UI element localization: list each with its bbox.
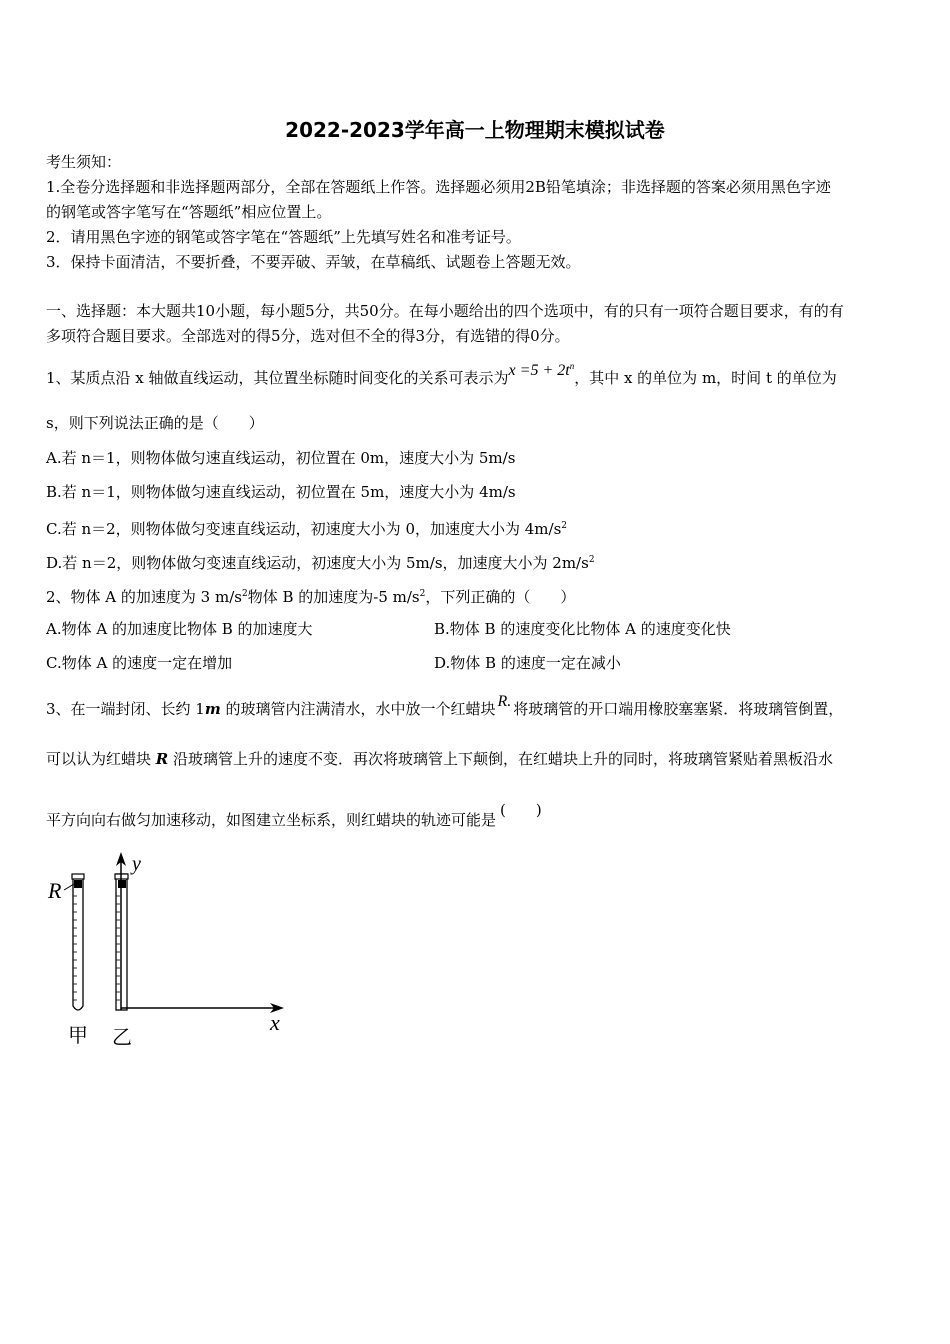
q2-sup-1: 2 [241,589,248,599]
label-y: y [132,853,141,875]
q2-stem-a: 2、物体 A 的加速度为 3 m/s [46,588,242,606]
q1-stem-b: ，其中 x 的单位为 m，时间 t 的单位为 [574,369,837,387]
q2-option-c: C.物体 A 的速度一定在增加 [46,654,233,672]
notice-heading: 考生须知： [46,153,122,171]
question-3-line-3 [46,801,542,830]
section-heading: 一、选择题：本大题共10小题，每小题5分，共50分。在每小题给出的四个选项中，有的只有一项符合题目要求，有的有 [46,302,844,320]
q3-line2-b: 沿玻璃管上升的速度不变．再次将玻璃管上下颠倒，在红蜡块上升的同时，将玻璃管紧贴着黑板沿水 [168,750,834,768]
notice-item-1: 1.全卷分选择题和非选择题两部分，全部在答题纸上作答。选择题必须用2B铅笔填涂；非选择题的答案必须用黑色字迹 [46,178,831,196]
q1-formula [509,362,575,379]
q2-option-b: B.物体 B 的速度变化比物体 A 的速度变化快 [434,620,731,638]
question-3-line-1 [46,693,844,720]
tube-jia [72,874,84,1010]
q1-formula-main: x =5 + 2t [508,362,570,379]
coordinate-axes [116,852,284,1013]
q2-stem-c: ，下列正确的（ ） [425,588,576,606]
q2-sup-2: 2 [419,589,426,599]
question-1-stem-cont: s，则下列说法正确的是（ ） [46,414,264,432]
label-x: x [270,1010,280,1035]
q3-line1-b: 的玻璃管内注满清水，水中放一个红蜡块 [220,700,496,718]
q1-option-d-sup: 2 [588,555,595,565]
q2-stem-b: 物体 B 的加速度为-5 m/s [247,588,420,606]
label-jia: 甲 [68,1023,88,1047]
q3-line1-a: 3、在一端封闭、长约 1 [46,700,205,718]
notice-item-3: 3．保持卡面清洁，不要折叠，不要弄破、弄皱，在草稿纸、试题卷上答题无效。 [46,253,581,271]
question-3-line-2 [46,749,833,769]
question-2-stem [46,584,575,607]
label-R: R [48,878,62,903]
section-heading-cont: 多项符合题目要求。全部选对的得5分，选对但不全的得3分，有选错的得0分。 [46,327,570,345]
q3-answer-paren: ( ) [500,801,542,819]
q3-line3-text: 平方向向右做匀加速移动，如图建立坐标系，则红蜡块的轨迹可能是 [46,811,497,829]
q1-option-c [46,516,567,539]
q3-symbol-R: R. [497,693,512,710]
label-yi: 乙 [112,1025,132,1049]
q3-unit-m: m [204,700,221,718]
q1-option-c-sup: 2 [561,521,568,531]
q3-symbol-R-2: R [155,750,169,768]
q2-option-d: D.物体 B 的速度一定在减小 [434,654,621,672]
q1-option-c-text: C.若 n＝2，则物体做匀变速直线运动，初速度大小为 0，加速度大小为 4m/s [46,520,562,538]
q3-line1-c: 将玻璃管的开口端用橡胶塞塞紧．将玻璃管倒置， [513,700,844,718]
q2-option-a: A.物体 A 的加速度比物体 B 的加速度大 [46,620,313,638]
q1-option-a: A.若 n＝1，则物体做匀速直线运动，初位置在 0m，速度大小为 5m/s [46,449,516,467]
question-1-stem [46,361,837,389]
notice-item-1-cont: 的钢笔或答字笔写在“答题纸”相应位置上。 [46,203,332,221]
tube-figure [40,848,300,1058]
page-title: 2022-2023学年高一上物理期末模拟试卷 [285,118,665,142]
wax-block-jia [74,880,82,888]
q1-option-b: B.若 n＝1，则物体做匀速直线运动，初位置在 5m，速度大小为 4m/s [46,483,516,501]
q1-stem-a: 1、某质点沿 x 轴做直线运动，其位置坐标随时间变化的关系可表示为 [46,369,509,387]
wax-block-yi [118,880,126,888]
q1-option-d [46,550,595,573]
q1-option-d-text: D.若 n＝2，则物体做匀变速直线运动，初速度大小为 5m/s，加速度大小为 2m/s [46,554,589,572]
notice-item-2: 2．请用黑色字迹的钢笔或答字笔在“答题纸”上先填写姓名和准考证号。 [46,228,521,246]
q3-line2-a: 可以认为红蜡块 [46,750,156,768]
q1-formula-exp: n [569,361,575,371]
